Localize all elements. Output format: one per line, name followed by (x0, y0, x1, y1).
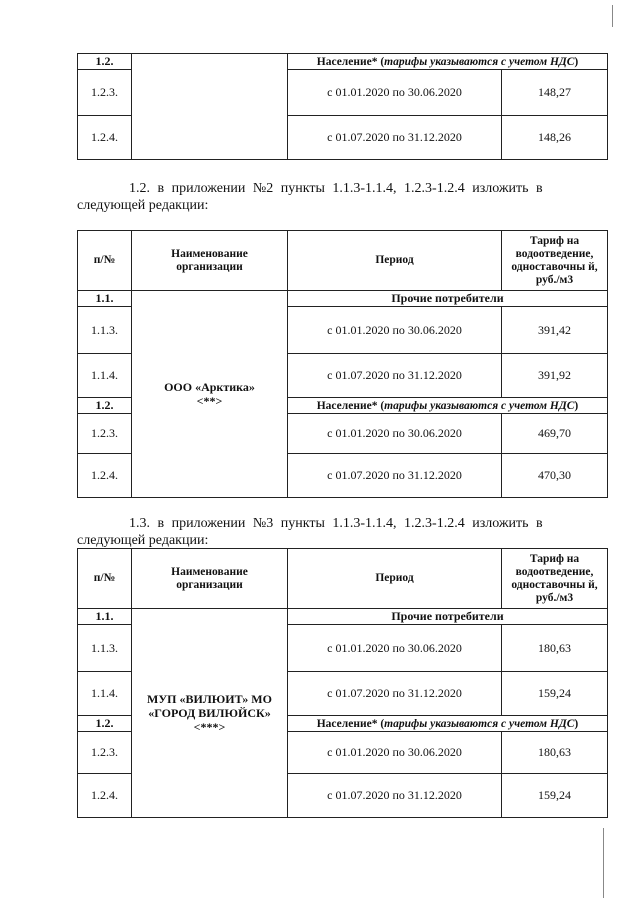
row-num: 1.2.3. (78, 70, 132, 116)
paragraph-line: следующей редакции: (77, 533, 209, 548)
group-num: 1.2. (78, 398, 132, 414)
group-label: Население* (тарифы указываются с учетом НДС) (288, 54, 608, 70)
paragraph-line: 1.2. в приложении №2 пункты 1.1.3-1.1.4, 1.2.3-1.2.4 изложить в (129, 181, 543, 196)
tariff-value: 180,63 (502, 732, 608, 774)
org-name-line1: МУП «ВИЛЮИТ» МО (147, 692, 272, 706)
tariff-value: 180,63 (502, 625, 608, 672)
tariff-value: 391,42 (502, 307, 608, 354)
period-cell: с 01.01.2020 по 30.06.2020 (288, 732, 502, 774)
header-org: Наименование организации (132, 549, 288, 609)
org-name: ООО «Арктика» (164, 380, 255, 394)
tariff-value: 470,30 (502, 454, 608, 498)
scan-mark (603, 828, 604, 898)
org-note: <***> (193, 720, 226, 734)
period-cell: с 01.01.2020 по 30.06.2020 (288, 625, 502, 672)
period-cell: с 01.01.2020 по 30.06.2020 (288, 414, 502, 454)
period-cell: с 01.07.2020 по 31.12.2020 (288, 454, 502, 498)
tariff-value: 469,70 (502, 414, 608, 454)
paragraph-line: следующей редакции: (77, 198, 209, 213)
period-cell: с 01.07.2020 по 31.12.2020 (288, 116, 502, 160)
period-cell: с 01.01.2020 по 30.06.2020 (288, 70, 502, 116)
row-num: 1.1.3. (78, 307, 132, 354)
paragraph-1-3 (77, 515, 597, 549)
header-num: п/№ (78, 231, 132, 291)
row-num: 1.2.4. (78, 116, 132, 160)
group-num: 1.1. (78, 609, 132, 625)
row-num: 1.1.3. (78, 625, 132, 672)
group-label: Население* (тарифы указываются с учетом НДС) (288, 398, 608, 414)
org-cell (132, 291, 288, 498)
group-num: 1.2. (78, 716, 132, 732)
period-cell: с 01.07.2020 по 31.12.2020 (288, 774, 502, 818)
period-cell: с 01.01.2020 по 30.06.2020 (288, 307, 502, 354)
org-cell (132, 609, 288, 818)
group-num: 1.1. (78, 291, 132, 307)
header-org: Наименование организации (132, 231, 288, 291)
tariff-table-continuation (77, 53, 608, 160)
tariff-value: 159,24 (502, 672, 608, 716)
tariff-table-appendix-2 (77, 230, 608, 498)
org-name-line2: «ГОРОД ВИЛЮЙСК» (148, 706, 271, 720)
tariff-value: 148,27 (502, 70, 608, 116)
row-num: 1.2.3. (78, 414, 132, 454)
tariff-table-appendix-3 (77, 548, 608, 818)
header-period: Период (288, 549, 502, 609)
header-period: Период (288, 231, 502, 291)
tariff-value: 159,24 (502, 774, 608, 818)
row-num: 1.2. (78, 54, 132, 70)
scan-mark (612, 5, 613, 27)
paragraph-line: 1.3. в приложении №3 пункты 1.1.3-1.1.4, 1.2.3-1.2.4 изложить в (129, 516, 543, 531)
header-tariff: Тариф на водоотведение, одноставочны й, руб./м3 (502, 549, 608, 609)
row-num: 1.1.4. (78, 354, 132, 398)
group-label: Население* (тарифы указываются с учетом НДС) (288, 716, 608, 732)
tariff-value: 148,26 (502, 116, 608, 160)
row-num: 1.2.4. (78, 774, 132, 818)
row-num: 1.2.3. (78, 732, 132, 774)
org-cell-empty (132, 54, 288, 160)
tariff-value: 391,92 (502, 354, 608, 398)
row-num: 1.2.4. (78, 454, 132, 498)
header-tariff: Тариф на водоотведение, одноставочны й, руб./м3 (502, 231, 608, 291)
period-cell: с 01.07.2020 по 31.12.2020 (288, 354, 502, 398)
header-num: п/№ (78, 549, 132, 609)
row-num: 1.1.4. (78, 672, 132, 716)
group-label: Прочие потребители (288, 291, 608, 307)
paragraph-1-2 (77, 180, 597, 214)
group-label: Прочие потребители (288, 609, 608, 625)
period-cell: с 01.07.2020 по 31.12.2020 (288, 672, 502, 716)
org-note: <**> (196, 394, 223, 408)
